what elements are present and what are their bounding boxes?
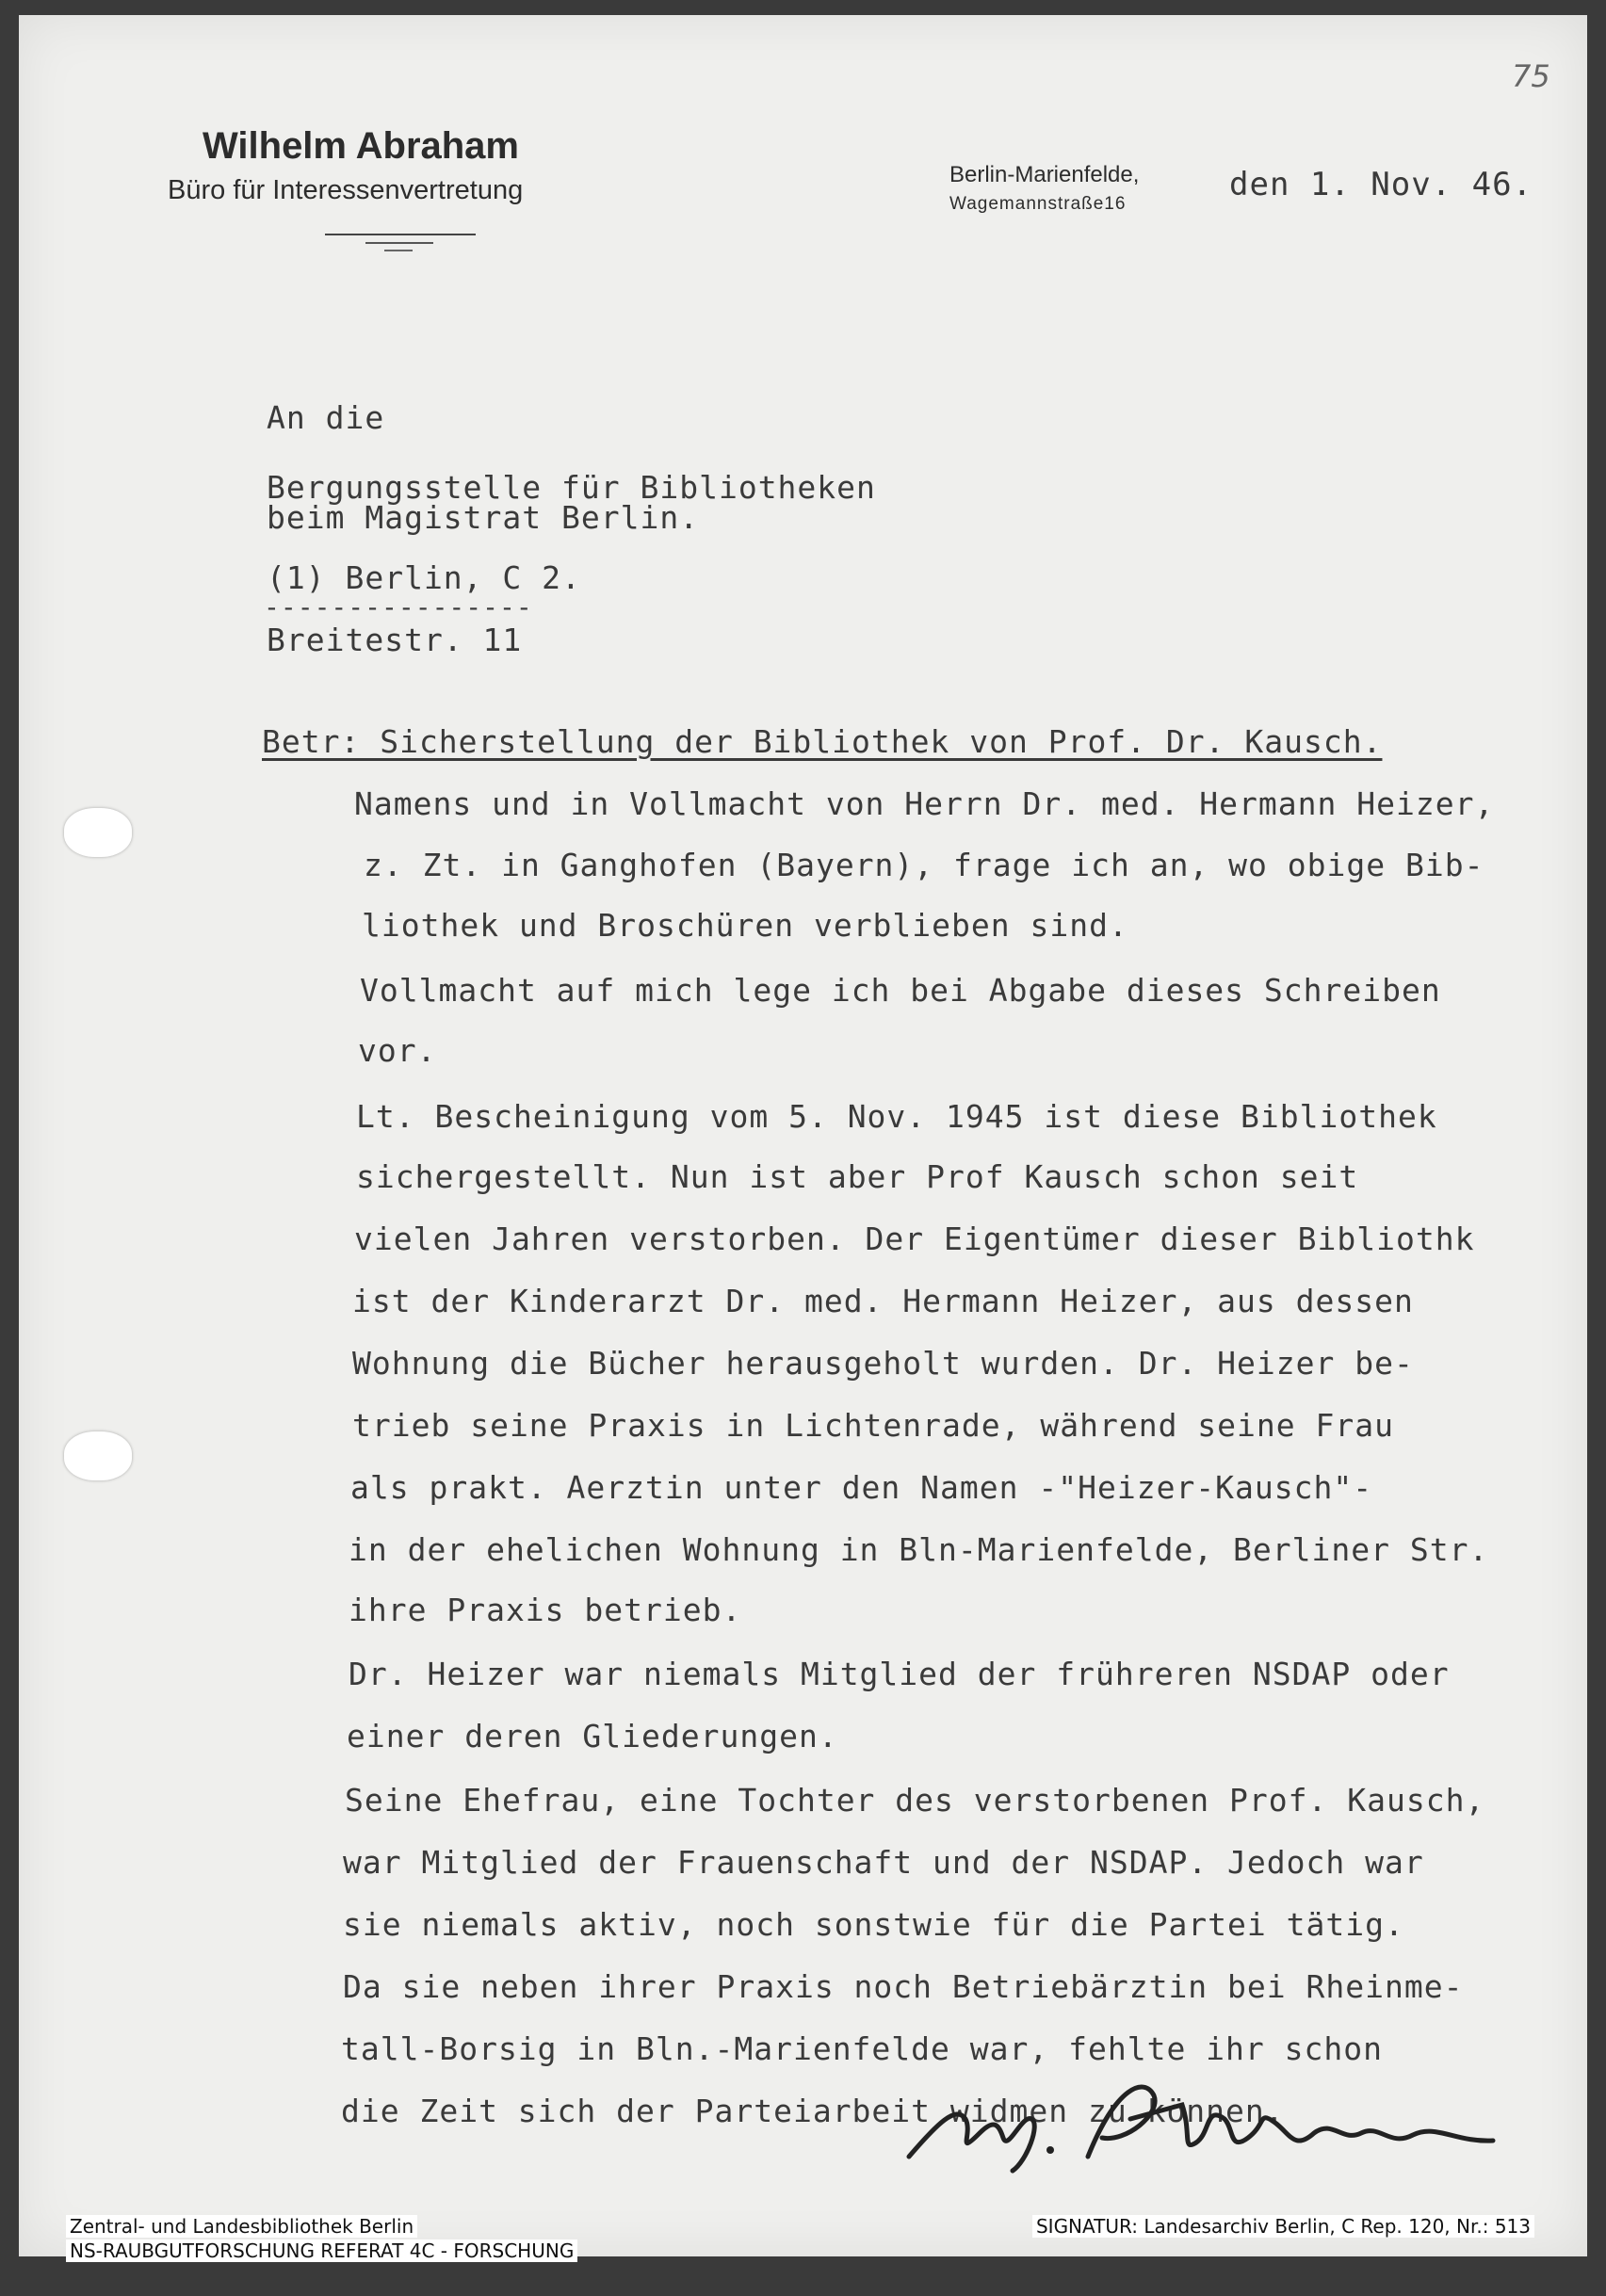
- body-line: Lt. Bescheinigung vom 5. Nov. 1945 ist diese Bibliothek: [356, 1098, 1437, 1135]
- recipient-underline: ----------------: [264, 591, 533, 623]
- letter-date: den 1. Nov. 46.: [1229, 166, 1533, 203]
- body-line: z. Zt. in Ganghofen (Bayern), frage ich an, wo obige Bib-: [364, 847, 1484, 883]
- sender-street: Wagemannstraße16: [949, 194, 1127, 214]
- recipient-line: Bergungsstelle für Bibliotheken: [267, 469, 876, 506]
- recipient-line: beim Magistrat Berlin.: [267, 499, 700, 536]
- letterhead-rule: [325, 234, 476, 235]
- body-line: in der ehelichen Wohnung in Bln-Marienfelde, Berliner Str.: [349, 1531, 1489, 1568]
- recipient-line: (1) Berlin, C 2.: [267, 559, 581, 596]
- body-line: Seine Ehefrau, eine Tochter des verstorbenen Prof. Kausch,: [345, 1782, 1485, 1819]
- letterhead-rule: [365, 242, 433, 244]
- body-line: war Mitglied der Frauenschaft und der NSDAP. Jedoch war: [343, 1844, 1424, 1881]
- body-line: tall-Borsig in Bln.-Marienfelde war, fehlte ihr schon: [341, 2030, 1383, 2067]
- body-line: Namens und in Vollmacht von Herrn Dr. med. Hermann Heizer,: [354, 785, 1495, 822]
- recipient-line: Breitestr. 11: [267, 622, 523, 658]
- body-line: Wohnung die Bücher herausgeholt wurden. Dr. Heizer be-: [352, 1345, 1414, 1382]
- page-number: 75: [1512, 58, 1550, 94]
- body-line: vor.: [358, 1032, 437, 1069]
- body-line: einer deren Gliederungen.: [347, 1718, 838, 1754]
- body-line: ihre Praxis betrieb.: [349, 1592, 742, 1628]
- recipient-line: An die: [267, 399, 385, 436]
- body-line: die Zeit sich der Parteiarbeit widmen zu können.: [341, 2093, 1285, 2129]
- body-line: sie niemals aktiv, noch sonstwie für die Partei tätig.: [343, 1906, 1404, 1943]
- letterhead-name: Wilhelm Abraham: [203, 125, 519, 167]
- punch-hole-top: [64, 808, 132, 857]
- footer-signature-ref: SIGNATUR: Landesarchiv Berlin, C Rep. 120, Nr.: 513: [1032, 2215, 1534, 2238]
- body-line: Dr. Heizer war niemals Mitglied der frühreren NSDAP oder: [349, 1656, 1450, 1692]
- body-line: trieb seine Praxis in Lichtenrade, während seine Frau: [352, 1407, 1394, 1444]
- subject-line: Betr: Sicherstellung der Bibliothek von Prof. Dr. Kausch.: [262, 723, 1383, 760]
- body-line: Vollmacht auf mich lege ich bei Abgabe dieses Schreiben: [360, 972, 1441, 1009]
- body-line: ist der Kinderarzt Dr. med. Hermann Heizer, aus dessen: [352, 1283, 1414, 1319]
- handwritten-signature: [900, 2067, 1502, 2180]
- body-line: sichergestellt. Nun ist aber Prof Kausch schon seit: [356, 1158, 1359, 1195]
- letterhead-subtitle: Büro für Interessenvertretung: [168, 175, 524, 205]
- letterhead-rule: [384, 250, 413, 251]
- body-line: vielen Jahren verstorben. Der Eigentümer dieser Bibliothk: [354, 1221, 1475, 1257]
- body-line: Da sie neben ihrer Praxis noch Betriebärztin bei Rheinme-: [343, 1968, 1464, 2005]
- sender-city: Berlin-Marienfelde,: [949, 162, 1140, 187]
- punch-hole-bottom: [64, 1431, 132, 1480]
- body-line: als prakt. Aerztin unter den Namen -"Heizer-Kausch"-: [350, 1469, 1373, 1506]
- footer-institution: Zentral- und Landesbibliothek Berlin: [66, 2215, 417, 2238]
- body-line: liothek und Broschüren verblieben sind.: [362, 907, 1128, 944]
- footer-department: NS-RAUBGUTFORSCHUNG REFERAT 4C - FORSCHUNG: [66, 2239, 577, 2262]
